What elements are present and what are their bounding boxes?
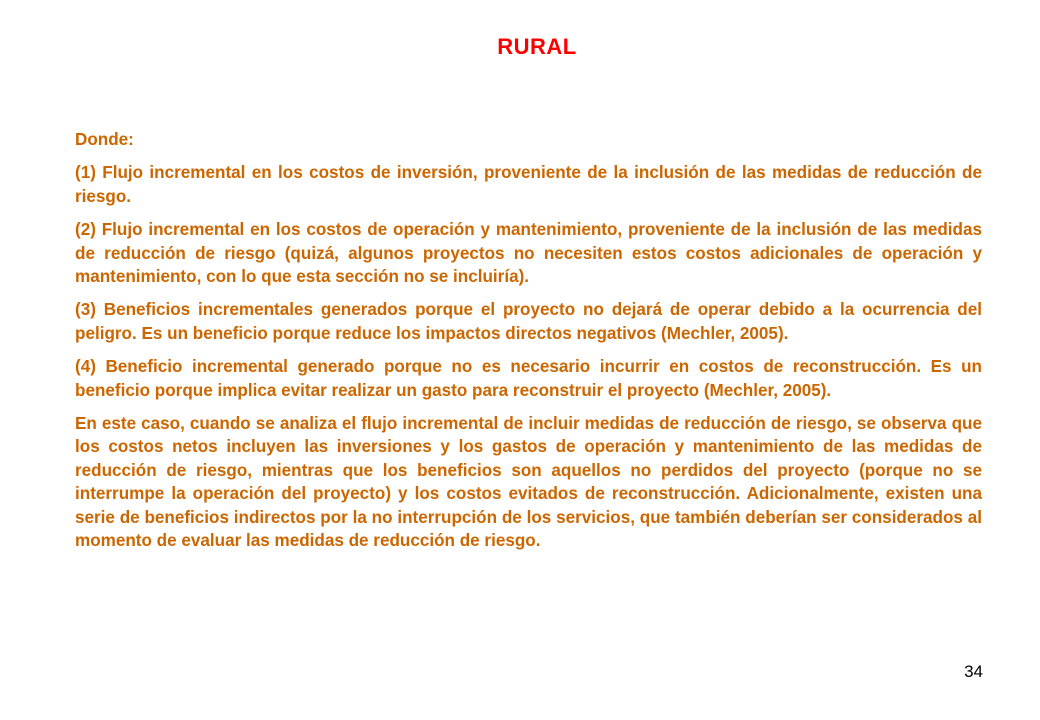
slide-title: RURAL <box>497 34 577 59</box>
paragraph-item-1: (1) Flujo incremental en los costos de inversión, proveniente de la inclusión de las medidas de reducción de riesgo. <box>75 163 982 206</box>
body-text <box>75 128 982 553</box>
page-number: 34 <box>964 662 983 681</box>
paragraph-item-3: (3) Beneficios incrementales generados porque el proyecto no dejará de operar debido a la ocurrencia del peligro. Es un beneficio porque reduce los impactos directos negativos (Mechler, 2005). <box>75 300 982 343</box>
intro-label: Donde: <box>75 130 134 149</box>
paragraph-item-4: (4) Beneficio incremental generado porque no es necesario incurrir en costos de reconstrucción. Es un beneficio porque implica evitar realizar un gasto para reconstruir el proyecto (Mechler, 2005). <box>75 357 982 400</box>
paragraph-item-2: (2) Flujo incremental en los costos de operación y mantenimiento, proveniente de la inclusión de las medidas de reducción de riesgo (quizá, algunos proyectos no necesiten estos costos adicionales de operación y mantenimiento, con lo que esta sección no se incluiría). <box>75 220 982 287</box>
paragraph-conclusion: En este caso, cuando se analiza el flujo incremental de incluir medidas de reducción de riesgo, se observa que los costos netos incluyen las inversiones y los gastos de operación y mantenimiento de las medidas de reducción de riesgo, mientras que los beneficios son aquellos no perdidos del proyecto (porque no se interrumpe la operación del proyecto) y los costos evitados de reconstrucción. Adicionalmente, existen una serie de beneficios indirectos por la no interrupción de los servicios, que también deberían ser considerados al momento de evaluar las medidas de reducción de riesgo. <box>75 414 982 551</box>
